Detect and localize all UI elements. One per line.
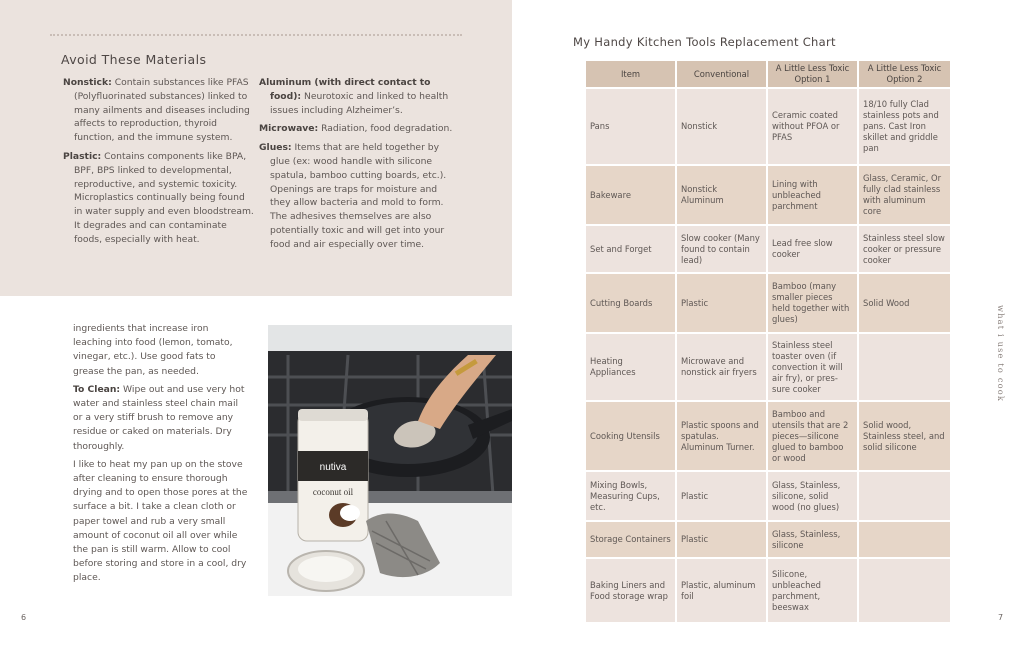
option-1-cell: Silicone, unbleached parchment, beeswax [767,558,858,623]
avoid-materials-title: Avoid These Materials [61,52,207,67]
item-cell: Mixing Bowls, Measuring Cups, etc. [585,471,676,521]
option-1-cell: Stainless steel toaster oven (if convection it will air fry), or pres-sure cooker [767,333,858,401]
aluminum-label: Aluminum (with direct contact to food): [259,77,431,102]
item-cell: Set and Forget [585,225,676,273]
option-2-cell [858,471,951,521]
item-cell: Heating Appliances [585,333,676,401]
to-clean-label: To Clean: [73,383,121,395]
to-clean-text: Wipe out and use very hot water and stainless steel chain mail or a very stiff brush to remove any residue or caked on materials. Dry thoroughly. [73,383,245,452]
table-row [585,401,951,471]
item-cell: Baking Liners and Food storage wrap [585,558,676,623]
table-row [585,558,951,623]
item-cell: Pans [585,88,676,165]
nonstick-text: Contain substances like PFAS (Polyfluorinated substances) linked to many ailments and diseases including affects to reproduction, thyroid function, and the immune system. [74,77,250,144]
option-1-cell: Ceramic coated without PFOA or PFAS [767,88,858,165]
header-item: Item [585,60,676,88]
iron-leaching-paragraph: ingredients that increase iron leaching into food (lemon, tomato, vinegar, etc.). Use good fats to grease the pan, as needed. [73,323,233,377]
conventional-cell: Plastic, aluminum foil [676,558,767,623]
option-1-cell: Lead free slow cooker [767,225,858,273]
replacement-chart-table [584,59,952,624]
care-instructions [73,322,249,590]
aluminum-paragraph [259,76,455,117]
glues-paragraph [259,141,455,251]
materials-panel [0,0,512,296]
conventional-cell: Plastic [676,521,767,558]
microwave-label: Microwave: [259,123,319,135]
option-1-cell: Glass, Stainless, silicone, solid wood (no glues) [767,471,858,521]
header-option-2: A Little Less Toxic Option 2 [858,60,951,88]
conventional-cell: Nonstick Aluminum [676,165,767,225]
conventional-cell: Plastic spoons and spatulas. Aluminum Turner. [676,401,767,471]
seasoning-paragraph: I like to heat my pan up on the stove after cleaning to ensure thorough drying and to open those pores at the surface a bit. I take a clean cloth or paper towel and rub a very small amount of coconut oil all over while the pan is still warm. Allow to cool before storing and store in a cool, dry place. [73,458,248,584]
page-number-right: 7 [998,613,1004,622]
plastic-label: Plastic: [63,150,102,162]
conventional-cell: Plastic [676,273,767,333]
table-row [585,521,951,558]
table-row [585,333,951,401]
materials-column-right [259,76,455,257]
option-2-cell: 18/10 fully Clad stainless pots and pans. Cast Iron skillet and griddle pan [858,88,951,165]
conventional-cell: Plastic [676,471,767,521]
option-1-cell: Bamboo (many smaller pieces held together with glues) [767,273,858,333]
nonstick-paragraph [63,76,255,145]
chapter-side-label: what i use to cook [996,305,1006,403]
option-1-cell: Glass, Stainless, silicone [767,521,858,558]
option-2-cell: Solid wood, Stainless steel, and solid silicone [858,401,951,471]
item-cell: Cutting Boards [585,273,676,333]
header-conventional: Conventional [676,60,767,88]
jar-brand-text: nutiva [319,462,347,473]
table-row [585,273,951,333]
to-clean-paragraph [73,383,249,454]
conventional-cell: Nonstick [676,88,767,165]
table-row [585,88,951,165]
conventional-cell: Microwave and nonstick air fryers [676,333,767,401]
option-1-cell: Lining with unbleached parchment [767,165,858,225]
header-option-1: A Little Less Toxic Option 1 [767,60,858,88]
replacement-chart-title: My Handy Kitchen Tools Replacement Chart [573,35,836,49]
plastic-text: Contains components like BPA, BPF, BPS linked to developmental, reproductive, and systemic toxicity. Microplastics continually being found in water supply and even bloodstream. It degrades and can contaminate foods, especially with heat. [74,150,254,245]
jar-product-text: coconut oil [312,487,354,497]
nonstick-label: Nonstick: [63,77,112,88]
microwave-text: Radiation, food degradation. [318,123,453,135]
table-row [585,471,951,521]
materials-column-left [63,76,255,252]
table-header-row [585,60,951,88]
glues-label: Glues: [259,142,292,154]
table-row [585,225,951,273]
option-1-cell: Bamboo and utensils that are 2 pieces—silicone glued to bamboo or wood [767,401,858,471]
aluminum-text: Neurotoxic and linked to health issues including Alzheimer’s. [270,90,449,116]
item-cell: Cooking Utensils [585,401,676,471]
option-2-cell [858,558,951,623]
glues-text: Items that are held together by glue (ex: wood handle with silicone spatula, bamboo cutting boards, etc.). Openings are traps for moisture and they allow bacteria and mold to form. The adhesives themselves are also potentially toxic and will get into your food and air especially over time. [270,142,447,250]
conventional-cell: Slow cooker (Many found to contain lead) [676,225,767,273]
cast-iron-cleaning-photo [268,325,512,596]
dotted-divider [50,34,462,36]
item-cell: Storage Containers [585,521,676,558]
item-cell: Bakeware [585,165,676,225]
option-2-cell [858,333,951,401]
table-row [585,165,951,225]
microwave-paragraph [259,122,455,136]
option-2-cell: Glass, Ceramic, Or fully clad stainless with aluminum core [858,165,951,225]
option-2-cell: Solid Wood [858,273,951,333]
plastic-paragraph [63,150,255,247]
option-2-cell: Stainless steel slow cooker or pressure cooker [858,225,951,273]
option-2-cell [858,521,951,558]
page-number-left: 6 [21,613,27,622]
